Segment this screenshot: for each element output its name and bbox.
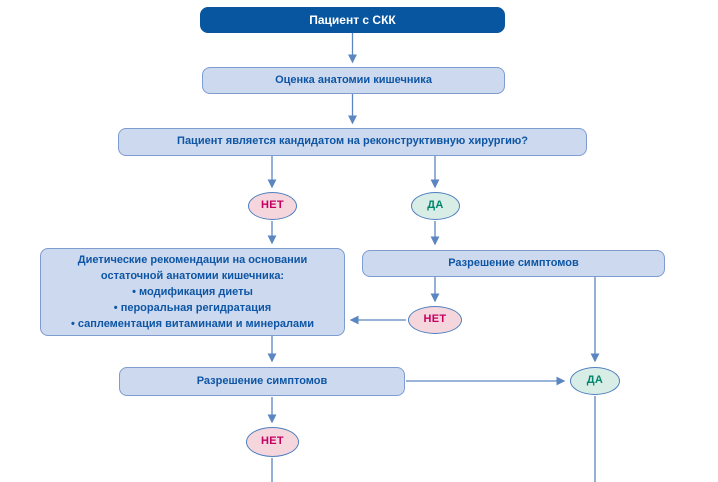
diet-bullet-1: • модификация диеты: [132, 286, 253, 298]
node-symptom-resolution-bottom: Разрешение симптомов: [119, 367, 405, 396]
diet-heading-line-1: Диетические рекомендации на основании: [77, 254, 308, 266]
oval-yes-2: ДА: [570, 367, 620, 395]
diet-bullet-3: • саплементация витаминами и минералами: [70, 318, 315, 330]
diet-bullet-2: • пероральная регидратация: [113, 302, 272, 314]
node-diet-recommendations: [40, 248, 345, 336]
node-patient-skk: Пациент с СКК: [200, 7, 505, 33]
node-anatomy-assessment: Оценка анатомии кишечника: [202, 67, 505, 94]
node-candidate-question: Пациент является кандидатом на реконструктивную хирургию?: [118, 128, 587, 156]
diet-heading-line-2: остаточной анатомии кишечника:: [100, 270, 285, 282]
oval-yes-1: ДА: [411, 192, 460, 220]
oval-no-2: НЕТ: [408, 306, 462, 334]
node-symptom-resolution-right: Разрешение симптомов: [362, 250, 665, 277]
oval-no-3: НЕТ: [246, 427, 299, 457]
oval-no-1: НЕТ: [248, 192, 297, 220]
